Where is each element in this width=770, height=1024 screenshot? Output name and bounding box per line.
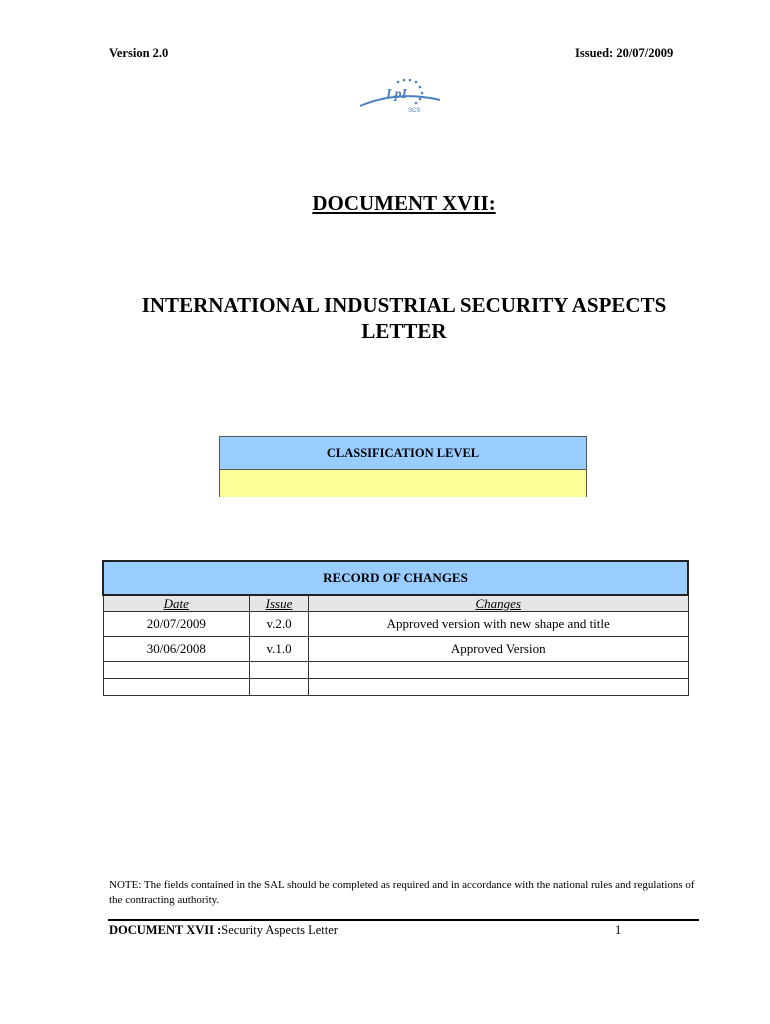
note-text: NOTE: The fields contained in the SAL should be completed as required and in accordance with the national rules and regulations of the contracting authority.	[109, 879, 695, 906]
logo-text: LpI	[386, 87, 407, 102]
table-row	[103, 662, 688, 679]
cell-changes	[308, 679, 688, 696]
cell-date: 30/06/2008	[103, 637, 250, 662]
classification-value	[220, 470, 586, 497]
cell-issue	[250, 662, 309, 679]
subtitle-line-2: LETTER	[361, 319, 447, 343]
cell-issue	[250, 679, 309, 696]
table-row	[103, 612, 688, 637]
column-header-date: Date	[103, 595, 250, 612]
cell-changes: Approved version with new shape and title	[308, 612, 688, 637]
document-subtitle	[0, 292, 770, 344]
document-title: DOCUMENT XVII:	[312, 191, 496, 215]
cell-issue: v.1.0	[250, 637, 309, 662]
footer-doc-label: DOCUMENT XVII :	[109, 923, 222, 937]
record-title: RECORD OF CHANGES	[103, 561, 688, 595]
classification-box	[219, 436, 587, 497]
column-header-changes: Changes	[308, 595, 688, 612]
cell-date	[103, 679, 250, 696]
table-row	[103, 637, 688, 662]
table-header-row	[103, 595, 688, 612]
subtitle-line-1: INTERNATIONAL INDUSTRIAL SECURITY ASPECTS	[141, 293, 667, 317]
classification-label: CLASSIFICATION LEVEL	[220, 437, 586, 470]
footer-divider	[108, 919, 699, 921]
table-row	[103, 679, 688, 696]
version-label: Version 2.0	[109, 46, 169, 60]
record-of-changes-table	[102, 560, 689, 696]
column-header-issue: Issue	[250, 595, 309, 612]
cell-date	[103, 662, 250, 679]
cell-changes: Approved Version	[308, 637, 688, 662]
footer-title	[109, 923, 338, 938]
logo-subtext: SCS	[408, 108, 421, 114]
page-number: 1	[615, 923, 622, 937]
cell-date: 20/07/2009	[103, 612, 250, 637]
issued-date: Issued: 20/07/2009	[575, 46, 674, 60]
cell-changes	[308, 662, 688, 679]
footer-doc-title: Security Aspects Letter	[221, 923, 338, 937]
cell-issue: v.2.0	[250, 612, 309, 637]
logo	[358, 76, 442, 118]
